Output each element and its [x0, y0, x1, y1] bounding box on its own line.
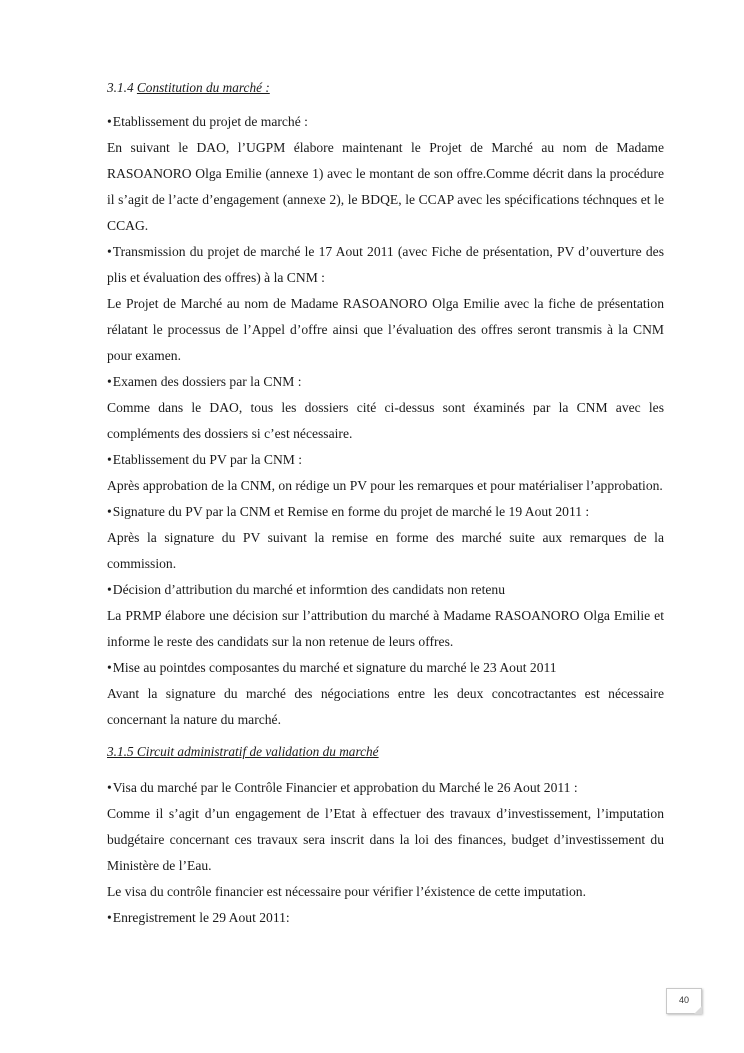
bullet-paragraph: • Décision d’attribution du marché et informtion des candidats non retenu [107, 577, 664, 603]
body-paragraph: Le Projet de Marché au nom de Madame RASOANORO Olga Emilie avec la fiche de présentation rélatant le processus de l’Appel d’offre ainsi que l’évaluation des offres seront transmis à la CNM pour examen. [107, 296, 664, 363]
section-title: Constitution du marché : [136, 80, 270, 95]
body-paragraph: En suivant le DAO, l’UGPM élabore maintenant le Projet de Marché au nom de Madame RASOANORO Olga Emilie (annexe 1) avec le montant de son offre.Comme décrit dans la procédure il s’agit de l’acte d’engagement (annexe 2), le BDQE, le CCAP avec les spécifications téchnques et le CCAG. [107, 140, 664, 233]
bullet-paragraph: • Etablissement du PV par la CNM : [107, 447, 664, 473]
body-paragraph: Le visa du contrôle financier est nécessaire pour vérifier l’éxistence de cette imputation. [107, 884, 586, 899]
section-title: 3.1.5 Circuit administratif de validation du marché [107, 744, 379, 759]
bullet-paragraph: • Signature du PV par la CNM et Remise en forme du projet de marché le 19 Aout 2011 : [107, 499, 664, 525]
body-paragraph: Comme dans le DAO, tous les dossiers cité ci-dessus sont éxaminés par la CNM avec les compléments des dossiers si c’est nécessaire. [107, 400, 664, 441]
body-paragraph: Comme il s’agit d’un engagement de l’Etat à effectuer des travaux d’investissement, l’imputation budgétaire concernant ces travaux sera inscrit dans la loi des finances, budget d’investissement du Ministère de l’Eau. [107, 806, 664, 873]
section-heading-3-1-5 [107, 741, 664, 763]
section-3-1-5-body [107, 775, 664, 931]
body-paragraph: Avant la signature du marché des négociations entre les deux concotractantes est nécessaire concernant la nature du marché. [107, 686, 664, 727]
bullet-paragraph: • Mise au pointdes composantes du marché et signature du marché le 23 Aout 2011 [107, 655, 664, 681]
page-number: 40 [666, 988, 702, 1014]
bullet-paragraph: • Etablissement du projet de marché : [107, 109, 664, 135]
bullet-paragraph: • Enregistrement le 29 Aout 2011: [107, 905, 664, 931]
bullet-paragraph: • Examen des dossiers par la CNM : [107, 369, 664, 395]
bullet-paragraph: • Visa du marché par le Contrôle Financier et approbation du Marché le 26 Aout 2011 : [107, 775, 664, 801]
document-page [107, 77, 664, 931]
body-paragraph: La PRMP élabore une décision sur l’attribution du marché à Madame RASOANORO Olga Emilie et informe le reste des candidats sur la non retenue de leurs offres. [107, 608, 664, 649]
section-number: 3.1.4 [107, 80, 137, 95]
section-3-1-4-body [107, 109, 664, 733]
body-paragraph: Après la signature du PV suivant la remise en forme des marché suite aux remarques de la commission. [107, 530, 664, 571]
bullet-paragraph: • Transmission du projet de marché le 17 Aout 2011 (avec Fiche de présentation, PV d’ouverture des plis et évaluation des offres) à la CNM : [107, 239, 664, 291]
section-heading-3-1-4 [107, 77, 664, 99]
body-paragraph: Après approbation de la CNM, on rédige un PV pour les remarques et pour matérialiser l’approbation. [107, 478, 663, 493]
